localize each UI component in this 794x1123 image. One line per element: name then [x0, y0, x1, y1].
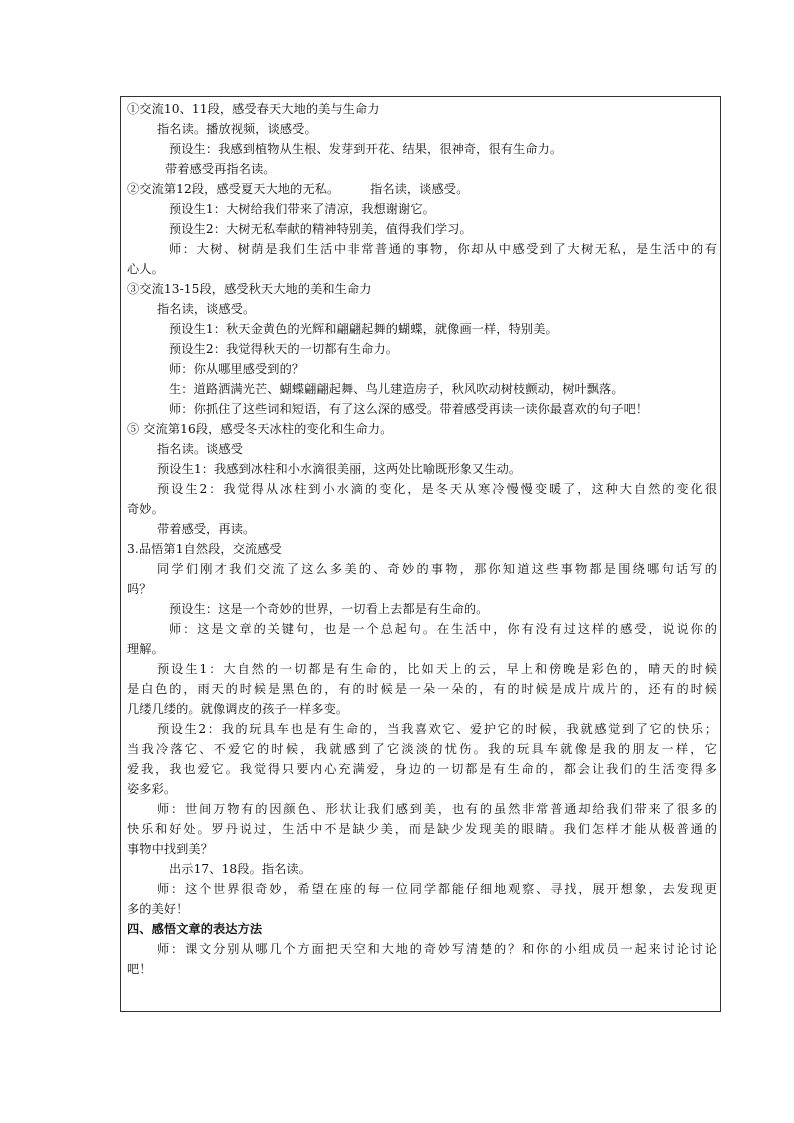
section-autumn-heading: ③交流13-15段，感受秋天大地的美和生命力	[127, 282, 372, 296]
text-line: 预设生1：大自然的一切都是有生命的，比如天上的云，早上和傍晚是彩色的，晴天的时候	[157, 662, 717, 676]
section-spring-heading: ①交流10、11段，感受春天大地的美与生命力	[127, 102, 380, 116]
text-line: 爱我，我也爱它。我觉得只要内心充满爱，身边的一切都是有生命的，都会让我们的生活变得多	[127, 762, 717, 776]
text-line: 出示17、18段。指名读。	[169, 862, 312, 876]
text-line: 师：课文分别从哪几个方面把天空和大地的奇妙写清楚的？和你的小组成员一起来讨论讨论	[157, 942, 717, 956]
text-line: 事物中找到美？	[127, 842, 214, 856]
text-line: 指名读。谈感受	[157, 442, 244, 456]
text-line: 预设生：这是一个奇妙的世界，一切看上去都是有生命的。	[169, 602, 489, 616]
section-paragraph1-heading: 3.品悟第1自然段，交流感受	[127, 542, 282, 556]
text-line: 心人。	[127, 262, 164, 276]
text-line: 师：这是文章的关键句，也是一个总起句。在生活中，你有没有过这样的感受，说说你的	[169, 622, 717, 636]
text-line: 生：道路洒满光芒、蝴蝶翩翩起舞、鸟儿建造房子，秋风吹动树枝颤动，树叶飘落。	[169, 382, 624, 396]
text-line: 指名读，谈感受。	[157, 302, 256, 316]
text-line: 师：大树、树荫是我们生活中非常普通的事物，你却从中感受到了大树无私，是生活中的有	[169, 242, 717, 256]
text-line: 理解。	[127, 642, 164, 656]
text-line: 预设生2：大树无私奉献的精神特别美，值得我们学习。	[169, 222, 472, 236]
text-line: 预设生2：我觉得从冰柱到小水滴的变化，是冬天从寒冷慢慢变暖了，这种大自然的变化很	[157, 482, 717, 496]
text-line: 师：你从哪里感受到的？	[169, 362, 305, 376]
text-line: 预设生：我感到植物从生根、发芽到开花、结果，很神奇，很有生命力。	[169, 142, 563, 156]
text-line: 带着感受，再读。	[157, 522, 256, 536]
text-line: 多的美好！	[127, 902, 189, 916]
text-line: 师：你抓住了这些词和短语，有了这么深的感受。带着感受再读一读你最喜欢的句子吧！	[169, 402, 649, 416]
text-line: 当我冷落它、不爱它的时候，我就感到了它淡淡的忧伤。我的玩具车就像是我的朋友一样，它	[127, 742, 717, 756]
text-line: 预设生1：秋天金黄色的光辉和翩翩起舞的蝴蝶，就像画一样，特别美。	[169, 322, 558, 336]
text-line: 带着感受再指名读。	[165, 162, 276, 176]
text-line: 姿多彩。	[127, 782, 177, 796]
text-line: 是白色的，雨天的时候是黑色的，有的时候是一朵一朵的，有的时候是成片成片的，还有的时候	[127, 682, 717, 696]
text-line: 预设生2：我的玩具车也是有生命的，当我喜欢它、爱护它的时候，我就感觉到了它的快乐；	[157, 722, 717, 736]
text-line: 预设生2：我觉得秋天的一切都有生命力。	[169, 342, 399, 356]
text-line: 吧！	[127, 962, 152, 976]
text-line: 快乐和好处。罗丹说过，生活中不是缺少美，而是缺少发现美的眼睛。我们怎样才能从极普通的	[127, 822, 717, 836]
text-line: 同学们刚才我们交流了这么多美的、奇妙的事物，那你知道这些事物都是围绕哪句话写的	[157, 562, 717, 576]
section-summer-heading: ②交流第12段，感受夏天大地的无私。 指名读，谈感受。	[127, 182, 469, 196]
text-line: 奇妙。	[127, 502, 164, 516]
section-winter-heading: ⑤ 交流第16段，感受冬天冰柱的变化和生命力。	[127, 422, 393, 436]
section-four-heading: 四、感悟文章的表达方法	[127, 922, 263, 936]
text-line: 指名读。播放视频，谈感受。	[157, 122, 317, 136]
text-line: 预设生1：大树给我们带来了清凉，我想谢谢它。	[169, 202, 435, 216]
text-line: 师：这个世界很奇妙，希望在座的每一位同学都能仔细地观察、寻找，展开想象，去发现更	[157, 882, 717, 896]
text-line: 吗？	[127, 582, 152, 596]
text-line: 几缕几缕的。就像调皮的孩子一样多变。	[127, 702, 349, 716]
text-line: 预设生1：我感到冰柱和小水滴很美丽，这两处比喻既形象又生动。	[157, 462, 522, 476]
text-line: 师：世间万物有的因颜色、形状让我们感到美，也有的虽然非常普通却给我们带来了很多的	[157, 802, 717, 816]
